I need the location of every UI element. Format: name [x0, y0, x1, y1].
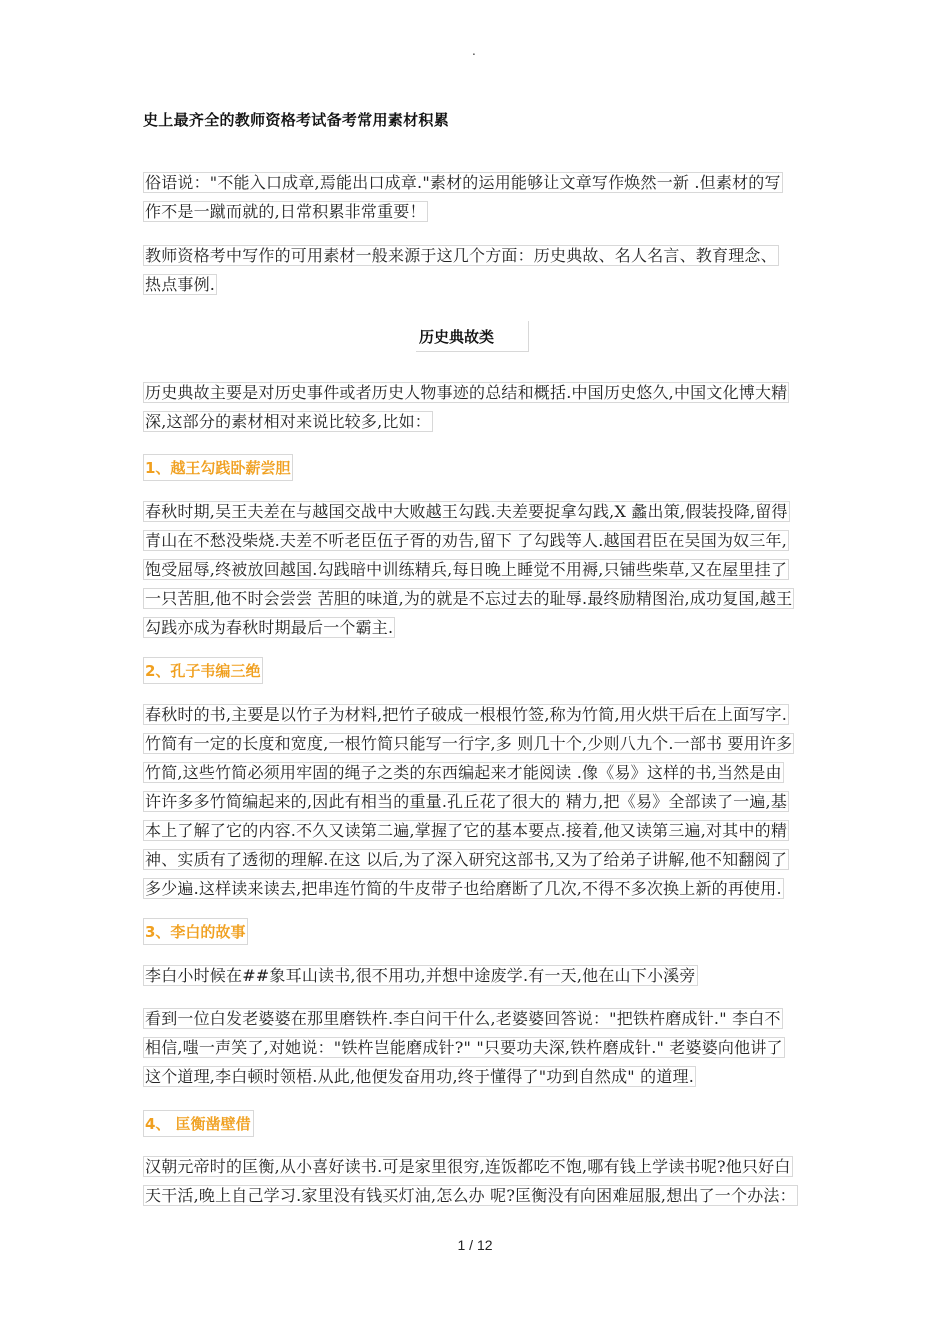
story-heading-4: 4、 匡衡凿壁借 — [143, 1110, 254, 1137]
section-title-box — [416, 321, 529, 352]
text-line: 勾践亦成为春秋时期最后一个霸主. — [145, 618, 394, 637]
text-line: 春秋时期,吴王夫差在与越国交战中大败越王勾践.夫差要捉拿勾践,X 蠡出策,假装投降,留得 — [145, 502, 788, 521]
text-line: 这个道理,李白顿时领梧.从此,他便发奋用功,终于懂得了"功到自然成" 的道理. — [145, 1067, 695, 1086]
text-line: 春秋时的书,主要是以竹子为材料,把竹子破成一根根竹签,称为竹简,用火烘干后在上面写字. — [145, 705, 788, 724]
text-line: 看到一位白发老婆婆在那里磨铁杵.李白问干什么,老婆婆回答说："把铁杵磨成针." 李白不 — [145, 1009, 781, 1028]
text-line: 青山在不愁没柴烧.夫差不听老臣伍子胥的劝告,留下 了勾践等人.越国君臣在吴国为奴三年, — [145, 531, 788, 550]
header-mark: . — [472, 44, 476, 58]
intro-paragraph-2 — [143, 241, 807, 299]
text-line: 汉朝元帝时的匡衡,从小喜好读书.可是家里很穷,连饭都吃不饱,哪有钱上学读书呢?他只好白 — [145, 1157, 791, 1176]
story-heading-3: 3、李白的故事 — [143, 918, 248, 945]
story-heading-2: 2、孔子韦编三绝 — [143, 657, 263, 684]
text-line: 多少遍.这样读来读去,把串连竹简的牛皮带子也给磨断了几次,不得不多次换上新的再使用. — [145, 879, 782, 898]
section-title: 历史典故类 — [419, 328, 495, 346]
text-line: 天干活,晚上自己学习.家里没有钱买灯油,怎么办 呢?匡衡没有向困难屈服,想出了一个办法： — [145, 1186, 796, 1205]
text-line: 一只苦胆,他不时会尝尝 苦胆的味道,为的就是不忘过去的耻辱.最终励精图治,成功复国,越王 — [145, 589, 793, 608]
text-line: 作不是一蹴而就的,日常积累非常重要！ — [145, 202, 426, 221]
text-line: 神、实质有了透彻的理解.在这 以后,为了深入研究这部书,又为了给弟子讲解,他不知翻阅了 — [145, 850, 788, 869]
story-paragraph-3b — [143, 1004, 807, 1091]
text-line: 本上了解了它的内容.不久又读第二遍,掌握了它的基本要点.接着,他又读第三遍,对其中的精 — [145, 821, 788, 840]
story-paragraph-3a — [143, 961, 807, 990]
text-line: 俗语说："不能入口成章,焉能出口成章."素材的运用能够让文章写作焕然一新 .但素材的写 — [145, 173, 781, 192]
text-line: 许许多多竹简编起来的,因此有相当的重量.孔丘花了很大的 精力,把《易》全部读了一遍,基 — [145, 792, 788, 811]
text-line: 竹简,这些竹简必须用牢固的绳子之类的东西编起来才能阅读 .像《易》这样的书,当然是由 — [145, 763, 782, 782]
text-line: 历史典故主要是对历史事件或者历史人物事迹的总结和概括.中国历史悠久,中国文化博大精 — [145, 383, 788, 402]
text-line: 相信,嗤一声笑了,对她说："铁杵岂能磨成针?" "只要功夫深,铁杵磨成针." 老婆婆向他讲了 — [145, 1038, 783, 1057]
text-line: 饱受屈辱,终被放回越国.勾践暗中训练精兵,每日晚上睡觉不用褥,只铺些柴草,又在屋里挂了 — [145, 560, 788, 579]
text-line: 李白小时候在##象耳山读书,很不用功,并想中途废学.有一天,他在山下小溪旁 — [145, 966, 696, 985]
intro-paragraph-1 — [143, 168, 807, 226]
text-line: 竹简有一定的长度和宽度,一根竹简只能写一行字,多 则几十个,少则八九个.一部书 要用许多 — [145, 734, 793, 753]
page-number: 1 / 12 — [457, 1237, 493, 1253]
story-paragraph-2 — [143, 700, 807, 903]
story-paragraph-1 — [143, 497, 807, 642]
text-line: 教师资格考中写作的可用素材一般来源于这几个方面：历史典故、名人名言、教育理念、 — [145, 246, 777, 265]
section-intro-paragraph — [143, 378, 807, 436]
document-title: 史上最齐全的教师资格考试备考常用素材积累 — [143, 111, 450, 129]
text-line: 热点事例. — [145, 275, 216, 294]
story-heading-1: 1、越王勾践卧薪尝胆 — [143, 454, 293, 481]
text-line: 深,这部分的素材相对来说比较多,比如： — [145, 412, 431, 431]
story-paragraph-4 — [143, 1152, 807, 1210]
